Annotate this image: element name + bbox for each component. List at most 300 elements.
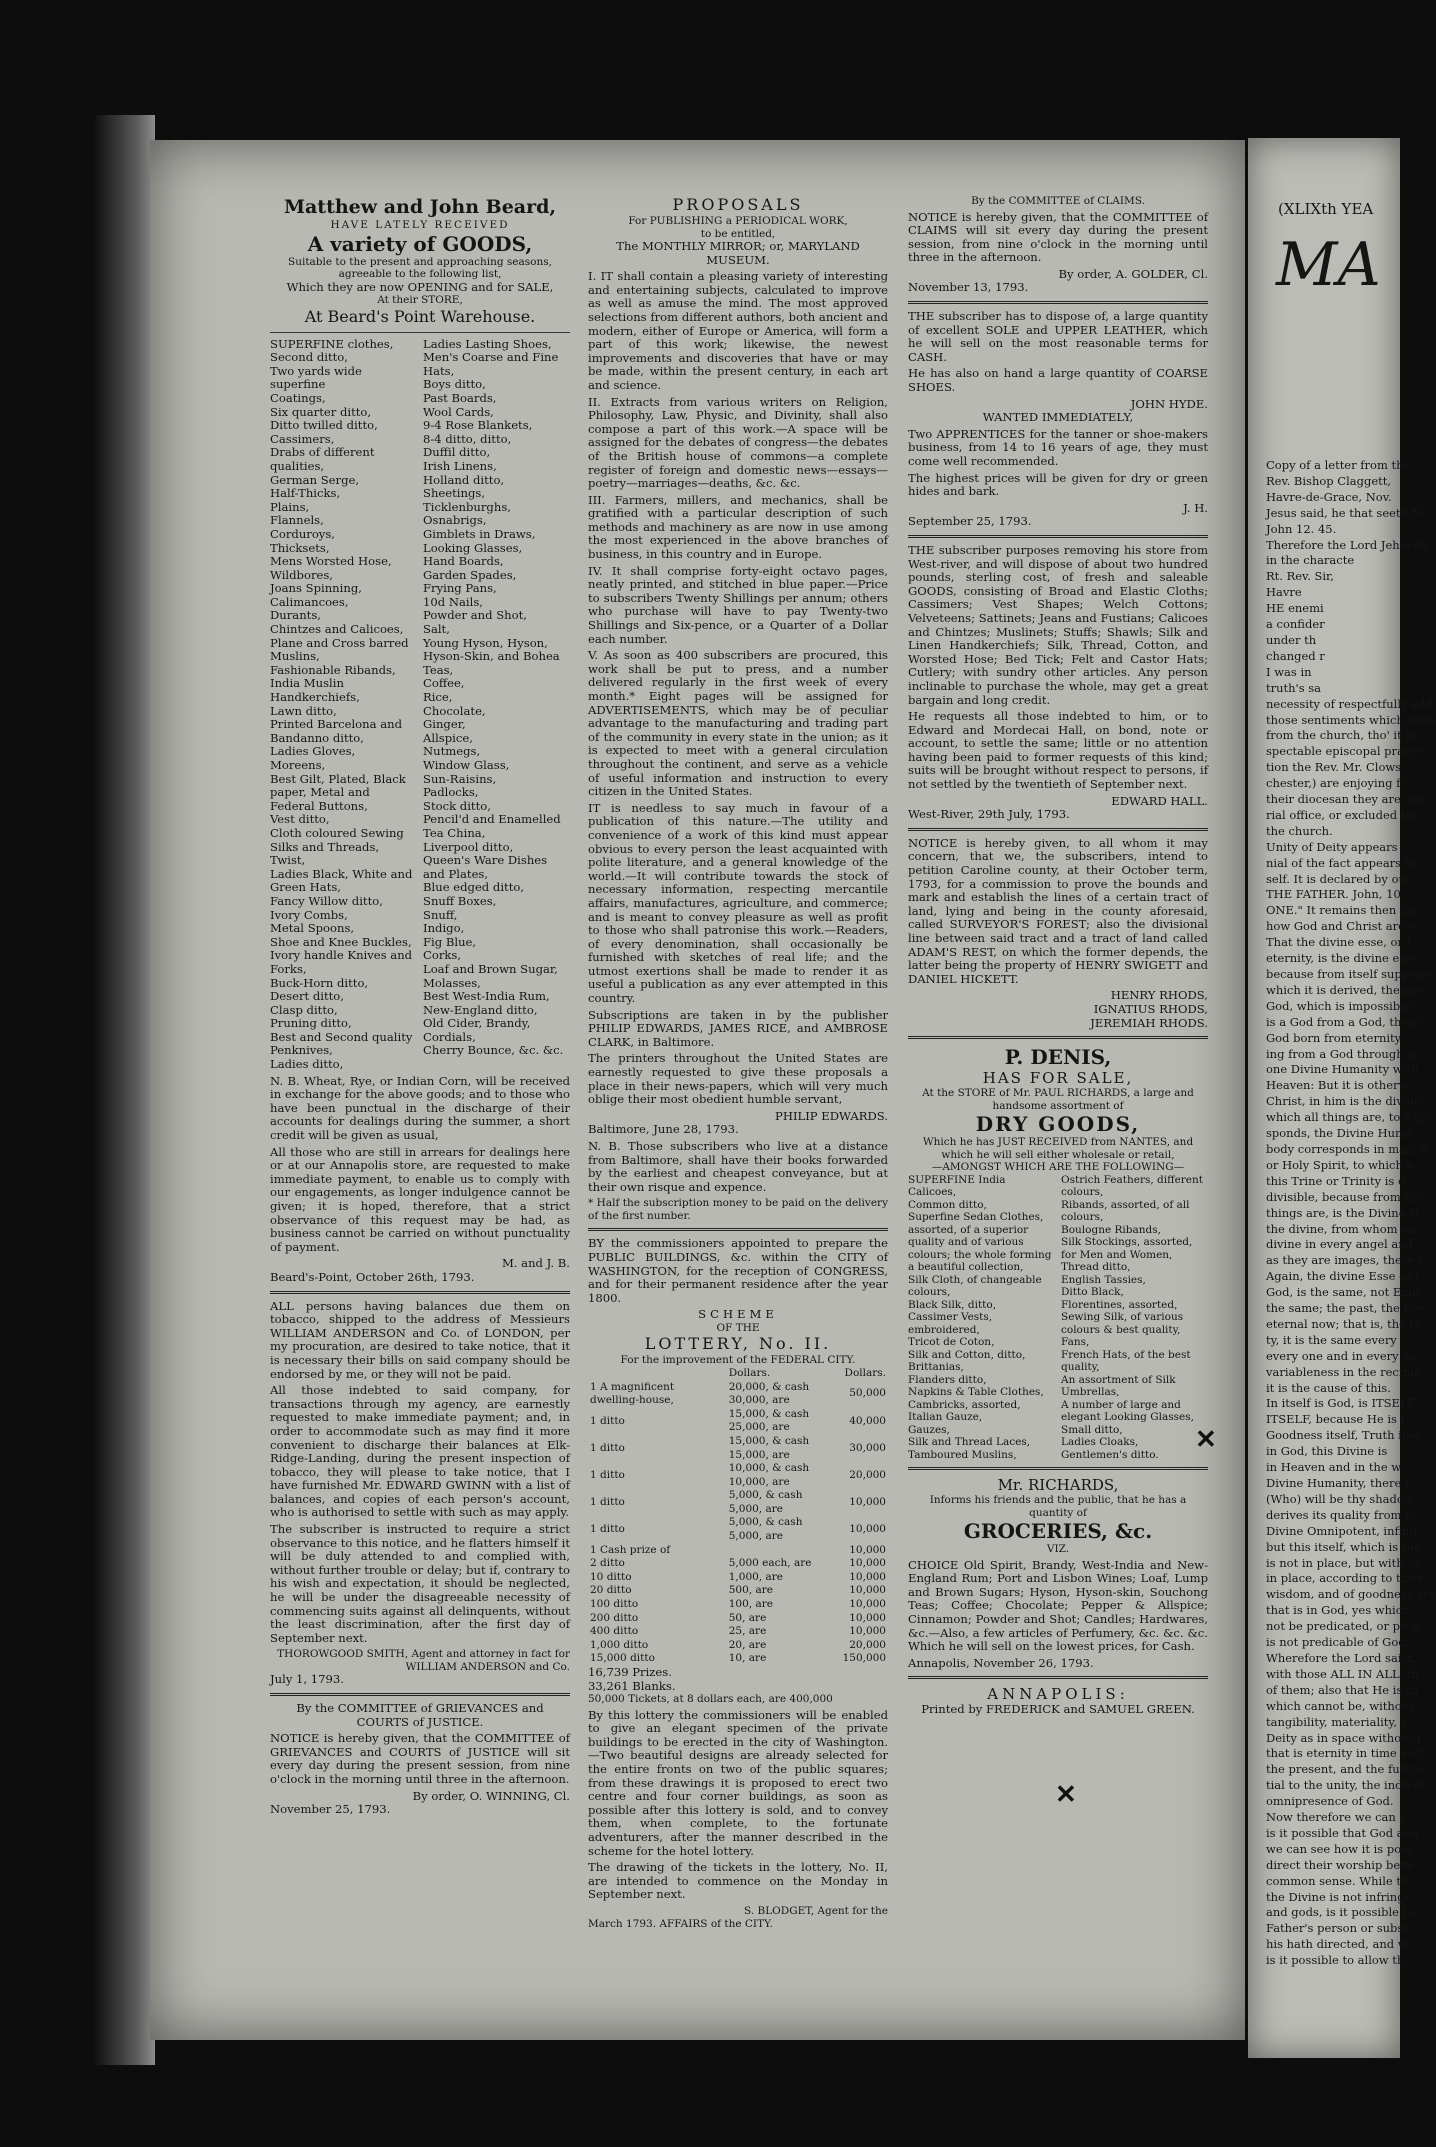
- ad8-item: Brittanias,: [908, 1361, 964, 1374]
- lottery-row: [588, 1435, 888, 1462]
- next-page-line: changed r: [1266, 648, 1325, 663]
- ad1-item: Ladies ditto,: [270, 1057, 344, 1072]
- next-page-line: rial office, or excluded the: [1266, 807, 1420, 822]
- next-page-line: tion the Rev. Mr. Clows,: [1266, 760, 1405, 775]
- ad1-item: Looking Glasses,: [423, 540, 523, 555]
- lottery-col-header: Dollars.: [844, 1366, 886, 1379]
- next-page-line: because from itself supposes: [1266, 967, 1435, 981]
- next-page-line: the Divine is not infringe: [1266, 1889, 1412, 1904]
- next-page-line: one Divine Humanity with: [1266, 1062, 1419, 1077]
- ad9-name: Mr. RICHARDS,: [997, 1476, 1119, 1495]
- ad5-date: September 25, 1793.: [908, 514, 1032, 529]
- ad8-item: Ribands, assorted, of all colours,: [1061, 1198, 1190, 1224]
- ad1-line1: Suitable to the present and approaching seasons, agreeable to the following list,: [288, 255, 552, 280]
- lottery-tickets: 50,000 Tickets, at 8 dollars each, are 400,000: [588, 1693, 833, 1706]
- ad8-item: English Tassies,: [1061, 1273, 1146, 1286]
- ad8-item: Ostrich Feathers, different colours,: [1061, 1173, 1204, 1199]
- next-page-line: variableness in the recipie: [1266, 1364, 1421, 1379]
- next-page-line: ITSELF, because He is l: [1266, 1412, 1405, 1427]
- ad1-item: Buck-Horn ditto,: [270, 975, 369, 990]
- next-page-text: [1266, 458, 1436, 1969]
- next-page-line: how God and Christ are o: [1266, 919, 1416, 934]
- next-page-line: tial to the unity, the individ: [1266, 1778, 1424, 1793]
- next-page-line: omnipresence of God.: [1266, 1794, 1394, 1809]
- lottery-row: [588, 1612, 888, 1626]
- next-page-line: That the divine esse, or I: [1266, 935, 1412, 950]
- ad1-item: Cassimers,: [270, 431, 335, 446]
- next-page-line: Jesus said, he that seeth M: [1266, 505, 1424, 520]
- lottery-cell: 1 ditto: [590, 1441, 625, 1454]
- divider: [270, 1291, 570, 1294]
- ad8-item: Tamboured Muslins,: [908, 1448, 1017, 1461]
- next-page-line: wisdom, and of goodness are: [1266, 1587, 1436, 1602]
- ad8-item: Flanders ditto,: [908, 1373, 987, 1386]
- ad1-left-items: [270, 338, 417, 1072]
- ad1-headline: A variety of GOODS,: [307, 231, 533, 256]
- next-page-line: THE FATHER. John, 10,: [1266, 887, 1405, 902]
- ad1-item: Sheetings,: [423, 486, 486, 501]
- ad9-text: CHOICE Old Spirit, Brandy, West-India and New-England Rum; Port and Lisbon Wines; Loaf, Lump and Brown Sugars; Hyson, Hyson-skin, Souchong Teas; Coffee; Chocolate; Pepper & Allspice; Cinnamon; Powder and Shot; Candles; Hardwares, &c.—Also, a few articles of Perfumery, &c. &c. &c. Which he will sell on the lowest prices, for Cash.: [908, 1557, 1208, 1654]
- lottery-cell: 500, are: [728, 1584, 773, 1597]
- ad1-item: Young Hyson, Hyson, Hyson-Skin, and Bohea Teas,: [423, 635, 560, 677]
- lottery-row: [588, 1625, 888, 1639]
- lottery-cell: 5,000, & cash 5,000, are: [728, 1489, 803, 1515]
- ad8-item: SUPERFINE India Calicoes,: [908, 1173, 1006, 1199]
- ad1-item: Gimblets in Draws,: [423, 526, 536, 541]
- next-page-line: Heaven: But it is otherw: [1266, 1078, 1409, 1093]
- lottery-cell: 15,000, & cash 15,000, are: [728, 1434, 810, 1461]
- proposals-p1: I. IT shall contain a pleasing variety of interesting and entertaining subjects, calculated to improve as well as amuse the mind. The most approved selections from different authors, both ancient and modern, either of Europe or America, will form a part of this work; likewise, the newest improvements and discoveries that have or may be made, within the present century, in each art and science.: [588, 269, 888, 392]
- ad1-signature: M. and J. B.: [501, 1256, 570, 1271]
- ad1-item: Ginger,: [423, 717, 466, 732]
- next-page-line: God, which is impossible;: [1266, 998, 1415, 1013]
- ad1-item: Lawn ditto,: [270, 703, 337, 718]
- next-page-line: sponds, the Divine Huma: [1266, 1126, 1413, 1141]
- ad1-item: Plane and Cross barred Muslins,: [270, 635, 409, 664]
- lottery-row: [588, 1544, 888, 1558]
- ad1-item: Nutmegs,: [423, 744, 481, 759]
- ad8-which: Which he has JUST RECEIVED from NANTES, and which he will sell either wholesale or retail,: [922, 1136, 1194, 1161]
- lottery-row: [588, 1462, 888, 1489]
- lottery-cell: 10,000: [849, 1543, 886, 1556]
- ad1-item: Coatings,: [270, 390, 326, 405]
- next-page-line: Divine Omnipotent, infinit: [1266, 1523, 1418, 1538]
- next-page-line: which cannot be, without: [1266, 1698, 1414, 1713]
- lottery-row: [588, 1516, 888, 1543]
- proposals-p6: IT is needless to say much in favour of a publication of this nature.—The utility and convenience of a work of this kind must appear obvious to every person the least acquainted with polite literature, and a general knowledge of the world.—It will contribute towards the stock of necessary information, respecting mercantile affairs, manufactures, agriculture, and commerce; and is meant to convey pleasure as well as profit to those who shall patronise this work.—Readers, of every denomination, shall occasionally be furnished with sketches of real life; and the utmost exertions shall be made to render it as useful a publication as any ever attempted in this country.: [588, 800, 888, 1006]
- lottery-cell: 50, are: [728, 1611, 767, 1624]
- proposals-date: Baltimore, June 28, 1793.: [588, 1122, 739, 1137]
- lottery-cell: 10,000: [849, 1625, 886, 1638]
- ad1-item: 9-4 Rose Blankets,: [423, 418, 533, 433]
- ad8-item: Ladies Cloaks,: [1061, 1436, 1139, 1449]
- ad1-item: Fig Blue,: [423, 934, 477, 949]
- ad1-item: Coffee,: [423, 676, 465, 691]
- next-page-line: and gods, is it possible to: [1266, 1905, 1415, 1920]
- next-page-line: the present, and the future: [1266, 1762, 1424, 1777]
- ad1-item: Two yards wide superfine: [270, 363, 362, 392]
- next-page-line: In itself is God, is ITSELF: [1266, 1396, 1416, 1411]
- ad8-item-list: [908, 1174, 1208, 1462]
- divider: [270, 332, 570, 333]
- ad1-item: Corks,: [423, 948, 462, 963]
- ad5-text-2: He has also on hand a large quantity of COARSE SHOES.: [908, 366, 1208, 395]
- next-page-line: in Heaven and in the w: [1266, 1460, 1402, 1475]
- lottery-row: [588, 1598, 888, 1612]
- ad7-signature-1: HENRY RHODS,: [1110, 988, 1208, 1003]
- ad8-item: Silk and Thread Laces,: [908, 1436, 1031, 1449]
- next-page-line: Copy of a letter from the: [1266, 458, 1411, 472]
- ad8-item: Sewing Silk, of various colours & best quality,: [1061, 1311, 1184, 1336]
- lottery-cell: 1 ditto: [590, 1523, 625, 1536]
- ad7-signature-2: IGNATIUS RHODS,: [1093, 1001, 1208, 1016]
- ad1-item: Snuff Boxes,: [423, 893, 497, 908]
- next-page-line: common sense. While th: [1266, 1873, 1409, 1888]
- ad8-item: Superfine Sedan Clothes, assorted, of a superior quality and of various colours; the whole forming a beautiful collection,: [908, 1211, 1052, 1274]
- ad1-item: Ladies Lasting Shoes,: [423, 336, 552, 351]
- ad1-item: Queen's Ware Dishes and Plates,: [423, 853, 548, 881]
- ad1-item: Rice,: [423, 690, 453, 705]
- ad8-item: Cassimer Vests, embroidered,: [908, 1311, 993, 1336]
- ad1-item: Liverpool ditto,: [423, 839, 514, 854]
- ad1-item: Garden Spades,: [423, 567, 517, 582]
- ad9-viz: VIZ.: [1046, 1543, 1070, 1556]
- next-page-line: it is the cause of this.: [1266, 1380, 1391, 1395]
- next-page-line: is not in place, but with th: [1266, 1555, 1420, 1570]
- ad4-head: By the COMMITTEE of CLAIMS.: [971, 195, 1145, 207]
- ad8-item: Small ditto,: [1061, 1423, 1123, 1436]
- lottery-cell: 10,000: [849, 1523, 886, 1536]
- next-page-line: ONE." It remains then for: [1266, 903, 1417, 918]
- proposals-nb: N. B. Those subscribers who live at a distance from Baltimore, shall have their books forwarded by the earliest and cheapest conveyance, but at their own risque and expence.: [588, 1139, 888, 1194]
- ad5-signature: JOHN HYDE.: [1130, 396, 1208, 411]
- ad1-item: Ivory handle Knives and Forks,: [270, 948, 413, 976]
- ad1-item: New-England ditto,: [423, 1002, 538, 1017]
- next-page-line: this Trine or Trinity is o: [1266, 1173, 1405, 1188]
- lottery-cell: 5,000, & cash 5,000, are: [728, 1516, 803, 1543]
- lottery-row: [588, 1381, 888, 1408]
- proposals-title: PROPOSALS: [672, 195, 804, 214]
- next-page-line: a confider: [1266, 617, 1325, 632]
- next-page-line: with those ALL IN ALL, th: [1266, 1666, 1419, 1681]
- ad1-item: Old Cider, Brandy,: [423, 1016, 531, 1031]
- lottery-row: [588, 1557, 888, 1571]
- lottery-cell: 20 ditto: [590, 1584, 632, 1597]
- ad8-for-sale: HAS FOR SALE,: [982, 1069, 1134, 1088]
- ad1-item: Moreens,: [270, 758, 326, 772]
- column-3: [908, 195, 1208, 1717]
- lottery-row: [588, 1652, 888, 1666]
- ad8-item: A number of large and elegant Looking Glasses,: [1061, 1398, 1194, 1424]
- ad1-item: Metal Spoons,: [270, 921, 355, 936]
- next-page-line: Goodness itself, Truth itse: [1266, 1428, 1420, 1443]
- lottery-cell: 100 ditto: [590, 1598, 639, 1611]
- lottery-row: [588, 1571, 888, 1585]
- next-page-line: which all things are, to whic: [1266, 1110, 1432, 1125]
- next-page-line: Father's person or subst: [1266, 1921, 1408, 1936]
- next-page-line: from the church, tho' it is: [1266, 728, 1415, 743]
- ad1-item: Snuff,: [423, 907, 458, 922]
- ad6-text-2: He requests all those indebted to him, or to Edward and Mordecai Hall, on bond, note or account, to settle the same; little or no attention having been paid to former requests of this kind; suits will be brought without respect to persons, if not settled by the twentieth of September next.: [908, 709, 1208, 792]
- lottery-cell: 50,000: [849, 1387, 886, 1400]
- ad8-item: Napkins & Table Clothes,: [908, 1386, 1044, 1399]
- ad9-date: Annapolis, November 26, 1793.: [908, 1655, 1094, 1670]
- ad1-date: Beard's-Point, October 26th, 1793.: [270, 1269, 475, 1284]
- ad8-item: Boulogne Ribands,: [1061, 1223, 1161, 1236]
- divider: [908, 301, 1208, 304]
- lottery-cell: 150,000: [842, 1652, 886, 1665]
- lottery-cell: 25, are: [728, 1625, 767, 1638]
- lottery-cell: 1 Cash prize of: [590, 1543, 671, 1556]
- next-page-line: eternal now; that is, the fa: [1266, 1316, 1421, 1331]
- proposals-sub2: to be entitled,: [700, 227, 776, 240]
- next-page-line: nial of the fact appears to: [1266, 855, 1417, 870]
- next-page-line: Havre-de-Grace, Nov.: [1266, 489, 1392, 504]
- newspaper-page: [150, 140, 1245, 2040]
- next-page-line: derives its quality from th: [1266, 1507, 1418, 1522]
- lottery-cell: 1 ditto: [590, 1414, 625, 1427]
- ad1-item: Cherry Bounce, &c. &c.: [423, 1043, 564, 1058]
- ad4-date: November 13, 1793.: [908, 280, 1029, 295]
- next-page-line: under th: [1266, 632, 1317, 647]
- ad1-item: Drabs of different qualities,: [270, 445, 375, 473]
- next-page-title: MA: [1276, 230, 1381, 300]
- lottery-cell: 10,000, & cash 10,000, are: [728, 1462, 810, 1488]
- ad1-item: Shoe and Knee Buckles,: [270, 934, 412, 949]
- proposals-p7: Subscriptions are taken in by the publisher PHILIP EDWARDS, JAMES RICE, and AMBROSE CLARK, in Baltimore.: [588, 1007, 888, 1049]
- ad5-text-4: The highest prices will be given for dry or green hides and bark.: [908, 470, 1208, 499]
- lottery-for: For the improvement of the FEDERAL CITY.: [620, 1354, 856, 1367]
- ad1-item: Holland ditto,: [423, 472, 505, 487]
- lottery-cell: 400 ditto: [590, 1625, 639, 1638]
- ad1-item: Ladies Black, White and Green Hats,: [270, 866, 413, 895]
- ad1-item: Joans Spinning,: [270, 581, 362, 596]
- ad2-signature: THOROWGOOD SMITH, Agent and attorney in fact for WILLIAM ANDERSON and Co.: [277, 1648, 570, 1673]
- lottery-col-header: Dollars.: [728, 1366, 771, 1379]
- ad1-item: Sun-Raisins,: [423, 771, 497, 786]
- next-page-line: Havre: [1266, 585, 1302, 600]
- ad5-text-3: Two APPRENTICES for the tanner or shoe-makers business, from 14 to 16 years of age, they must come well recommended.: [908, 426, 1208, 468]
- proposals-p5: V. As soon as 400 subscribers are procured, this work shall be put to press, and a number delivered regularly in the first week of every month.* Eight pages will be assigned for ADVERTISEMENTS, which may be of peculiar advantage to the manufacturing and trading part of the community in every state in the union; as it is expected to meet with a general circulation throughout the continent, and serve as a vehicle of useful information and instruction to every citizen in the United States.: [588, 648, 888, 799]
- ad7-text: NOTICE is hereby given, to all whom it may concern, that we, the subscribers, intend to petition Caroline county, at their October term, 1793, for a commission to prove the bounds and mark and establish the lines of a certain tract of land, lying and being in the county aforesaid, called SURVEYOR'S FOREST; also the divisional line between said tract and a tract of land called ADAM'S REST, on which the former depends, the latter being the property of HENRY SWIGETT and DANIEL HICKETT.: [908, 835, 1208, 986]
- next-page-line: is a God from a God, there: [1266, 1014, 1421, 1029]
- next-page-line: Therefore the Lord Jehovah: [1266, 537, 1428, 552]
- column-2: [588, 195, 888, 1930]
- ad7-signature-3: JEREMIAH RHODS.: [1090, 1015, 1208, 1030]
- lottery-cell: 1,000, are: [728, 1570, 783, 1583]
- next-page-line: things are, is the Divine H: [1266, 1205, 1420, 1220]
- ad8-among: —AMONGST WHICH ARE THE FOLLOWING—: [931, 1161, 1185, 1174]
- ad1-title: Matthew and John Beard,: [283, 196, 557, 218]
- ad8-item: Italian Gauze,: [908, 1411, 983, 1424]
- lottery-cell: [727, 1544, 841, 1558]
- ad1-item: Best West-India Rum,: [423, 989, 550, 1004]
- next-page-line: ing from a God through a: [1266, 1046, 1415, 1061]
- next-page-line: Again, the divine Esse or I: [1266, 1269, 1420, 1284]
- ad4-text: NOTICE is hereby given, that the COMMITTEE of CLAIMS will sit every day during the present session, from nine o'clock in the morning until three in the afternoon.: [908, 209, 1208, 265]
- lottery-cell: 40,000: [849, 1414, 886, 1427]
- next-page-line: Wherefore the Lord saith,: [1266, 1650, 1418, 1665]
- handwritten-x-mark: ✕: [1055, 1780, 1077, 1810]
- lottery-intro: BY the commissioners appointed to prepare the PUBLIC BUILDINGS, &c. within the CITY of WASHINGTON, for the reception of CONGRESS, and for their permanent residence after the year 1800.: [588, 1236, 888, 1305]
- ad2-text-2: All those indebted to said company, for transactions through my agency, are earnestly requested to make immediate payment; and, in order to accommodate such as may find it more convenient to discharge their balances at Elk-Ridge-Landing, during the present inspection of tobacco, they will please to take notice, that I have furnished Mr. EDWARD GWINN with a list of balances, and copies of each person's account, who is authorised to settle with such as may apply.: [270, 1383, 570, 1520]
- ad8-item: Ditto Black,: [1061, 1286, 1124, 1299]
- ad1-line3: At their STORE,: [377, 294, 463, 307]
- ad1-item: Ditto twilled ditto,: [270, 418, 378, 433]
- ad6-signature: EDWARD HALL.: [1111, 793, 1208, 808]
- ad1-item: Fashionable Ribands,: [270, 662, 396, 677]
- ad8-item: Fans,: [1061, 1336, 1090, 1349]
- ad1-item: Cordials,: [423, 1029, 476, 1044]
- column-1: [270, 195, 570, 1817]
- ad1-item: India Muslin Handkerchiefs,: [270, 676, 360, 705]
- ad1-item: Ladies Gloves,: [270, 744, 356, 759]
- ad8-right-items: [1061, 1174, 1208, 1462]
- ad1-item: Pruning ditto,: [270, 1016, 352, 1031]
- next-page-line: divisible, because from this: [1266, 1189, 1427, 1204]
- ad1-item: Boys ditto,: [423, 377, 486, 392]
- divider: [908, 535, 1208, 538]
- ad1-item: Stock ditto,: [423, 798, 491, 813]
- ad5-signature-2: J. H.: [1183, 500, 1208, 515]
- ad8-item: French Hats, of the best quality,: [1061, 1348, 1191, 1374]
- next-page-line: is it possible to allow th: [1266, 1953, 1405, 1968]
- next-page-line: chester,) are enjoying fr: [1266, 776, 1406, 791]
- next-page-line: that is eternity in time and: [1266, 1746, 1423, 1761]
- next-page-line: in God, this Divine is: [1266, 1444, 1388, 1459]
- ad1-line4: At Beard's Point Warehouse.: [304, 306, 536, 326]
- ad1-item: Duffil ditto,: [423, 445, 491, 460]
- next-page-line: spectable episcopal prayer: [1266, 744, 1423, 759]
- lottery-date: March 1793. AFFAIRS of the CITY.: [588, 1917, 773, 1930]
- ad2-text-3: The subscriber is instructed to require a strict observance to this notice, and he flatters himself it will be duly attended to and complied with, without further trouble or delay; but if, contrary to his wish and expectation, it should be neglected, he will be under the disagreeable necessity of commencing suits against all delinquents, without the least discrimination, after the first day of September next.: [270, 1522, 570, 1645]
- ad1-item: Best Gilt, Plated, Black paper, Metal and Federal Buttons,: [270, 771, 406, 813]
- next-page-line: divine in every angel and: [1266, 1237, 1413, 1252]
- next-page-line: his hath directed, and w: [1266, 1937, 1408, 1952]
- proposals-p8: The printers throughout the United States are earnestly requested to give these proposals a place in their news-papers, which will very much oblige their most obedient humble servant,: [588, 1051, 888, 1107]
- lottery-row: [588, 1584, 888, 1598]
- lottery-cell: 15,000, & cash 25,000, are: [728, 1407, 810, 1434]
- ad1-item: Hand Boards,: [423, 554, 504, 569]
- lottery-name: LOTTERY, No. II.: [644, 1334, 832, 1354]
- ad1-item: Six quarter ditto,: [270, 404, 372, 419]
- lottery-cell: 10,000: [849, 1557, 886, 1570]
- divider: [908, 1676, 1208, 1679]
- ad1-item: Wool Cards,: [423, 404, 494, 419]
- proposals-p2: II. Extracts from various writers on Religion, Philosophy, Law, Physic, and Divinity, shall also compose a part of this work.—A space will be assigned for the debates of congress—the debates of the British house of commons—a complete register of foreign and domestic news—essays—poetry—marriages—deaths, &c. &c.: [588, 394, 888, 491]
- ad8-at: At the STORE of Mr. PAUL RICHARDS, a large and handsome assortment of: [922, 1087, 1194, 1112]
- ad8-item: An assortment of Silk Umbrellas,: [1061, 1373, 1176, 1399]
- lottery-cell: 20, are: [728, 1638, 767, 1651]
- next-page-line: is not predicable of God.: [1266, 1635, 1410, 1650]
- next-page-line: (Who) will be thy shadow: [1266, 1491, 1414, 1506]
- lottery-blanks: 33,261 Blanks.: [588, 1678, 676, 1693]
- next-page-line: eternity, is the divine esse: [1266, 951, 1418, 966]
- lottery-of-the: OF THE: [716, 1321, 760, 1334]
- ad4-signature: By order, A. GOLDER, Cl.: [1058, 266, 1208, 281]
- next-page-line: which it is derived, therefo: [1266, 982, 1424, 997]
- ad1-item: Window Glass,: [423, 758, 510, 772]
- ad1-item: Plains,: [270, 499, 310, 514]
- ad1-item: Indigo,: [423, 921, 465, 936]
- ad8-item: Silk Stockings, assorted, for Men and Women,: [1061, 1236, 1193, 1261]
- next-page-line: ty, it is the same every: [1266, 1332, 1397, 1347]
- ad1-line2: Which they are now OPENING and for SALE,: [286, 279, 554, 294]
- lottery-table: [588, 1367, 888, 1666]
- ad8-goods: DRY GOODS,: [975, 1112, 1141, 1137]
- ad1-item: Best and Second quality Penknives,: [270, 1029, 413, 1058]
- next-page-line: Now therefore we can s: [1266, 1810, 1406, 1825]
- book-spine: [95, 115, 155, 2065]
- ad1-item: Printed Barcelona and Bandanno ditto,: [270, 717, 403, 745]
- ad1-item: Twist,: [270, 853, 306, 868]
- proposals-sub1: For PUBLISHING a PERIODICAL WORK,: [628, 215, 848, 227]
- next-page-line: necessity of respectfully add: [1266, 696, 1433, 711]
- ad5-text: THE subscriber has to dispose of, a large quantity of excellent SOLE and UPPER LEATHER, which he will sell on the most reasonable terms for CASH.: [908, 309, 1208, 364]
- ad1-item: Ivory Combs,: [270, 907, 348, 922]
- next-page-line: the same; the past, the pre: [1266, 1301, 1424, 1316]
- next-page-line: or Holy Spirit, to which a: [1266, 1157, 1414, 1172]
- proposals-footnote: * Half the subscription money to be paid on the delivery of the first number.: [588, 1197, 888, 1222]
- ad1-item: Men's Coarse and Fine Hats,: [423, 350, 559, 378]
- divider: [908, 828, 1208, 831]
- ad8-item: Black Silk, ditto,: [908, 1298, 997, 1311]
- ad1-item: Molasses,: [423, 975, 481, 990]
- next-page-line: as they are images, there i: [1266, 1253, 1422, 1268]
- lottery-cell: 100, are: [728, 1598, 773, 1611]
- proposals-p3: III. Farmers, millers, and mechanics, shall be gratified with a particular description of such methods and machinery as are now in use among the most experienced in the above branches of business, in this country and in Europe.: [588, 492, 888, 562]
- ad1-item: Frying Pans,: [423, 581, 497, 596]
- proposals-name: The MONTHLY MIRROR; or, MARYLAND MUSEUM.: [616, 239, 860, 267]
- lottery-cell: 20,000: [849, 1638, 886, 1651]
- proposals-p4: IV. It shall comprise forty-eight octavo pages, neatly printed, and stitched in blue paper.—Price to subscribers Twenty Shillings per annum; others who purchase will have to pay Twenty-two Shillings and Six-pence, or a Quarter of a Dollar each number.: [588, 563, 888, 646]
- next-page-line: we can see how it is poss: [1266, 1841, 1413, 1856]
- ad1-item: Fancy Willow ditto,: [270, 893, 383, 908]
- next-page-line: in the characte: [1266, 553, 1355, 568]
- lottery-cell: 1,000 ditto: [590, 1638, 649, 1651]
- next-page-line: those sentiments which were: [1266, 712, 1436, 727]
- ad8-item: Common ditto,: [908, 1198, 987, 1211]
- lottery-cell: 1 A magnificent dwelling-house,: [590, 1380, 675, 1407]
- divider: [588, 1228, 888, 1231]
- ad1-item: Allspice,: [423, 730, 473, 745]
- ad1-item: Powder and Shot,: [423, 608, 527, 623]
- next-page-header: (XLIXth YEA: [1278, 200, 1374, 218]
- ad1-item: Vest ditto,: [270, 812, 330, 827]
- lottery-cell: 20,000: [849, 1468, 886, 1481]
- ad1-item: Calimancoes,: [270, 594, 349, 609]
- next-page-line: every one and in every on: [1266, 1348, 1417, 1363]
- lottery-prizes: 16,739 Prizes.: [588, 1665, 672, 1679]
- next-page-line: the church.: [1266, 823, 1333, 838]
- lottery-cell: 20,000, & cash 30,000, are: [728, 1380, 810, 1407]
- ad1-item: Desert ditto,: [270, 989, 344, 1004]
- lottery-text: By this lottery the commissioners will be enabled to give an elegant specimen of the private buildings to be erected in the city of Washington.—Two beautiful designs are already selected for the entire fronts on two of the public squares; from these drawings it is proposed to erect two centre and four corner buildings, as soon as possible after this lottery is sold, and to convey them, when complete, to the fortunate adventurers, after the manner described in the scheme for the hotel lottery.: [588, 1707, 888, 1858]
- ad1-item: Durants,: [270, 608, 321, 623]
- next-page-line: but this itself, which is the: [1266, 1539, 1421, 1554]
- next-page-line: HE enemi: [1266, 601, 1324, 616]
- ad8-name: P. DENIS,: [1004, 1045, 1112, 1070]
- next-page-line: Deity as in space without f: [1266, 1730, 1422, 1745]
- ad1-item: Ticklenburghs,: [423, 499, 511, 514]
- ad1-item: Chintzes and Calicoes,: [270, 622, 404, 637]
- ad1-item: Flannels,: [270, 513, 324, 528]
- lottery-cell: 10 ditto: [590, 1570, 632, 1583]
- next-page-line: tangibility, materiality, a: [1266, 1714, 1408, 1729]
- ad3-signature: By order, O. WINNING, Cl.: [412, 1788, 570, 1803]
- next-page-line: is it possible that God and: [1266, 1825, 1419, 1840]
- divider: [270, 1693, 570, 1696]
